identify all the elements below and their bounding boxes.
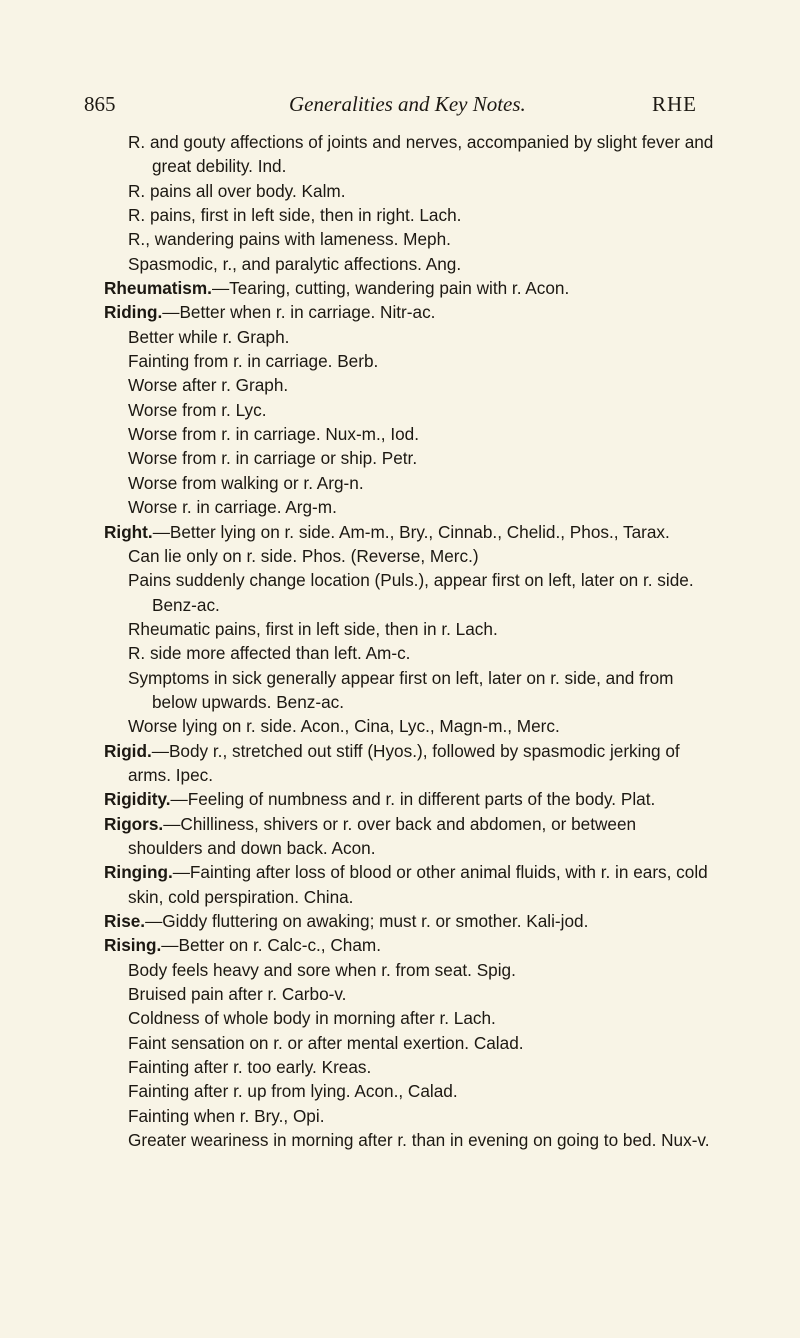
sub-entry [104, 446, 714, 470]
entry-text: Symptoms in sick generally appear first on left, later on r. side, and from below upwards. Benz-ac. [128, 667, 674, 712]
entry-text: Pains suddenly change location (Puls.), appear first on left, later on r. side. Benz-ac. [128, 570, 694, 615]
sub-entry [104, 179, 714, 203]
entry-text: Fainting when r. Bry., Opi. [128, 1105, 325, 1126]
sub-entry [104, 617, 714, 641]
rubric-keyword: Rigors. [104, 813, 164, 834]
sub-entry [104, 1006, 714, 1030]
running-title: Generalities and Key Notes. [289, 92, 526, 116]
entry-text: —Chilliness, shivers or r. over back and abdomen, or between shoulders and down back. Acon. [128, 813, 637, 858]
section-key: RHE [652, 92, 697, 116]
sub-entry [104, 398, 714, 422]
entry-text: Worse after r. Graph. [128, 375, 289, 396]
sub-entry [104, 982, 714, 1006]
entry-text: R. and gouty affections of joints and nerves, accompanied by slight fever and great debility. Ind. [128, 132, 714, 177]
page-number: 865 [84, 92, 116, 116]
sub-entry [104, 544, 714, 568]
entry-text: Worse from r. in carriage. Nux-m., Iod. [128, 424, 419, 445]
rubric-entry [104, 787, 714, 811]
sub-entry [104, 958, 714, 982]
entry-text: Faint sensation on r. or after mental exertion. Calad. [128, 1032, 524, 1053]
entry-text: —Fainting after loss of blood or other animal fluids, with r. in ears, cold skin, cold perspiration. China. [128, 862, 708, 907]
sub-entry [104, 130, 714, 179]
entry-text: R., wandering pains with lameness. Meph. [128, 229, 451, 250]
sub-entry [104, 203, 714, 227]
rubric-keyword: Rigidity. [104, 789, 171, 810]
entry-text: Worse from r. in carriage or ship. Petr. [128, 448, 418, 469]
rubric-entry [104, 909, 714, 933]
rubric-keyword: Rising. [104, 935, 162, 956]
sub-entry [104, 1079, 714, 1103]
entry-text: Fainting after r. up from lying. Acon., Calad. [128, 1081, 458, 1102]
running-header [0, 92, 800, 122]
sub-entry [104, 1128, 714, 1152]
entry-text: —Better on r. Calc-c., Cham. [161, 935, 381, 956]
rubric-entry [104, 276, 714, 300]
rubric-entry [104, 933, 714, 957]
entry-text: Worse r. in carriage. Arg-m. [128, 497, 337, 518]
sub-entry [104, 252, 714, 276]
rubric-entry [104, 812, 714, 861]
sub-entry [104, 714, 714, 738]
entry-text: Spasmodic, r., and paralytic affections. Ang. [128, 253, 462, 274]
entry-text: —Body r., stretched out stiff (Hyos.), followed by spasmodic jerking of arms. Ipec. [128, 740, 680, 785]
rubric-keyword: Rigid. [104, 740, 152, 761]
sub-entry [104, 325, 714, 349]
entry-text: Better while r. Graph. [128, 326, 290, 347]
rubric-entry [104, 300, 714, 324]
entry-text: Fainting from r. in carriage. Berb. [128, 351, 379, 372]
rubric-entry [104, 520, 714, 544]
entry-text: Body feels heavy and sore when r. from seat. Spig. [128, 959, 516, 980]
entry-text: —Giddy fluttering on awaking; must r. or smother. Kali-jod. [145, 911, 589, 931]
entry-text: Worse lying on r. side. Acon., Cina, Lyc., Magn-m., Merc. [128, 716, 560, 737]
entry-text: Bruised pain after r. Carbo-v. [128, 984, 347, 1005]
rubric-keyword: Riding. [104, 302, 163, 323]
entry-text: —Better lying on r. side. Am-m., Bry., Cinnab., Chelid., Phos., Tarax. [152, 521, 670, 542]
entry-text: Coldness of whole body in morning after r. Lach. [128, 1008, 496, 1029]
sub-entry [104, 227, 714, 251]
sub-entry [104, 471, 714, 495]
sub-entry [104, 666, 714, 715]
entry-text: —Feeling of numbness and r. in different parts of the body. Plat. [170, 789, 656, 810]
rubric-keyword: Ringing. [104, 862, 173, 883]
entry-text: R. side more affected than left. Am-c. [128, 643, 411, 664]
entry-text: —Better when r. in carriage. Nitr-ac. [162, 302, 436, 323]
entry-text: R. pains all over body. Kalm. [128, 180, 346, 201]
entry-text: Greater weariness in morning after r. than in evening on going to bed. Nux-v. [128, 1130, 710, 1151]
sub-entry [104, 1031, 714, 1055]
rubric-entry [104, 739, 714, 788]
rubric-keyword: Rheumatism. [104, 278, 212, 299]
entry-text: Worse from walking or r. Arg-n. [128, 472, 364, 493]
sub-entry [104, 422, 714, 446]
rubric-keyword: Right. [104, 521, 153, 542]
sub-entry [104, 568, 714, 617]
sub-entry [104, 349, 714, 373]
entry-text: Fainting after r. too early. Kreas. [128, 1057, 372, 1078]
entry-text: —Tearing, cutting, wandering pain with r. Acon. [211, 278, 570, 299]
sub-entry [104, 1055, 714, 1079]
sub-entry [104, 1104, 714, 1128]
entry-text: Rheumatic pains, first in left side, then in r. Lach. [128, 618, 498, 639]
entry-list [104, 130, 714, 1152]
entry-text: Can lie only on r. side. Phos. (Reverse, Merc.) [128, 545, 479, 566]
entry-text: R. pains, first in left side, then in right. Lach. [128, 205, 462, 226]
rubric-keyword: Rise. [104, 911, 146, 931]
entry-text: Worse from r. Lyc. [128, 399, 267, 420]
sub-entry [104, 495, 714, 519]
rubric-entry [104, 860, 714, 909]
sub-entry [104, 641, 714, 665]
sub-entry [104, 373, 714, 397]
